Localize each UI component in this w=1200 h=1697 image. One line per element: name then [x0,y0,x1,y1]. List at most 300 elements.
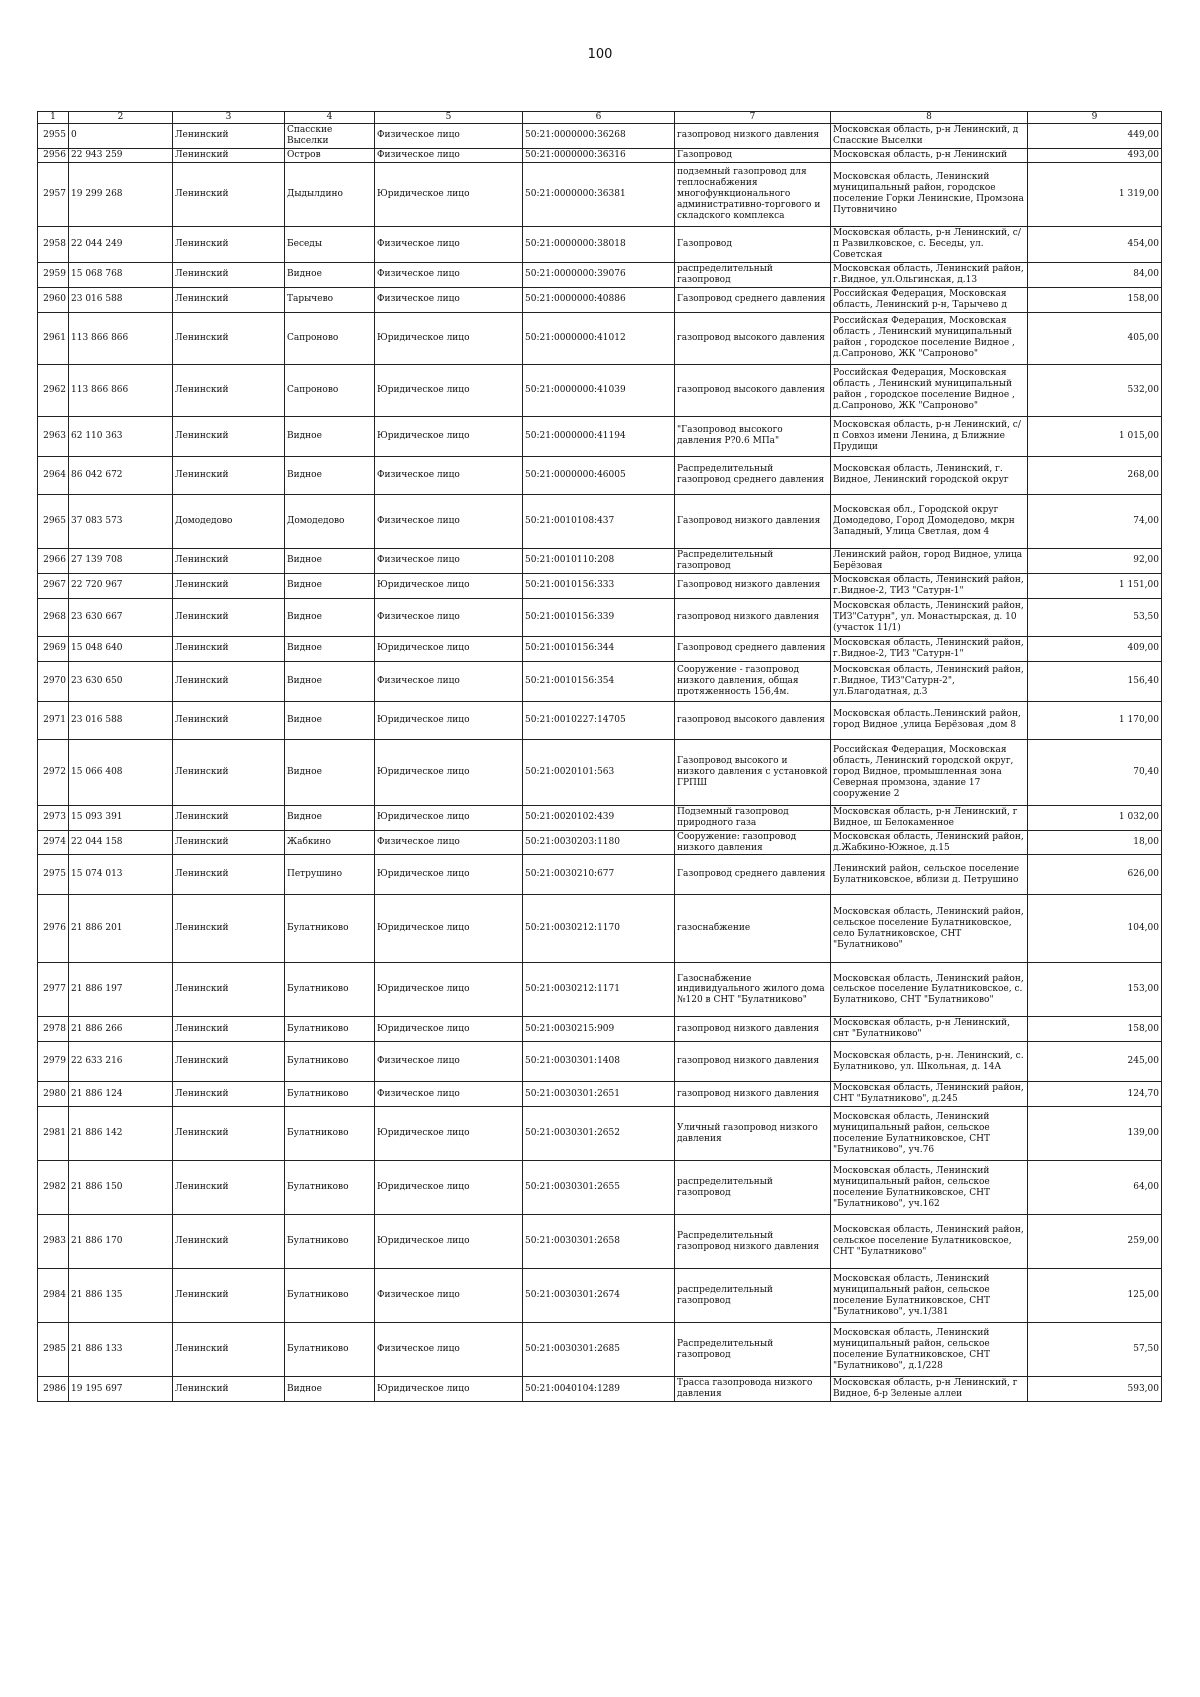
cell-object-number: 113 866 866 [69,364,173,416]
cell-settlement: Жабкино [285,830,375,855]
cell-object-name: Газоснабжение индивидуального жилого дома №120 в СНТ "Булатниково" [675,963,831,1017]
cell-settlement: Булатниково [285,1323,375,1377]
cell-object-name: газоснабжение [675,895,831,963]
cell-cadastral-number: 50:21:0030301:2651 [523,1082,675,1107]
cell-address: Российская Федерация, Московская область , Ленинский муниципальный район , городское поселение Видное , д.Сапроново, ЖК "Сапроново" [831,312,1028,364]
cell-district: Ленинский [173,287,285,312]
cell-row-number: 2958 [38,226,69,262]
cell-district: Ленинский [173,416,285,456]
table-row [38,123,1162,148]
cell-owner-type: Юридическое лицо [375,805,523,830]
cell-address: Московская область.Ленинский район, город Видное ,улица Берёзовая ,дом 8 [831,701,1028,739]
cell-cadastral-number: 50:21:0000000:41039 [523,364,675,416]
table-row [38,1215,1162,1269]
cell-cadastral-number: 50:21:0000000:38018 [523,226,675,262]
cell-address: Московская область, Ленинский, г. Видное, Ленинский городской округ [831,456,1028,494]
cell-object-number: 21 886 133 [69,1323,173,1377]
cell-cadastral-number: 50:21:0010227:14705 [523,701,675,739]
cell-district: Ленинский [173,226,285,262]
cell-owner-type: Физическое лицо [375,456,523,494]
cell-row-number: 2955 [38,123,69,148]
cell-settlement: Спасские Выселки [285,123,375,148]
cell-object-number: 23 016 588 [69,701,173,739]
header-cell: 3 [173,112,285,124]
cell-address: Московская область, Ленинский муниципальный район, городское поселение Горки Ленинские, Промзона Путовничино [831,162,1028,226]
cell-object-number: 27 139 708 [69,548,173,573]
cell-district: Ленинский [173,573,285,598]
cell-owner-type: Физическое лицо [375,1323,523,1377]
header-row [38,112,1162,124]
cell-settlement: Булатниково [285,1107,375,1161]
header-cell: 4 [285,112,375,124]
cell-object-name: Газопровод [675,148,831,162]
cell-district: Ленинский [173,805,285,830]
cell-object-name: Газопровод среднего давления [675,287,831,312]
cell-address: Московская область, Ленинский район, д.Жабкино-Южное, д.15 [831,830,1028,855]
cell-district: Ленинский [173,1269,285,1323]
cell-cadastral-number: 50:21:0000000:40886 [523,287,675,312]
cell-district: Ленинский [173,661,285,701]
cell-owner-type: Физическое лицо [375,661,523,701]
cell-row-number: 2971 [38,701,69,739]
cell-row-number: 2966 [38,548,69,573]
cell-object-name: Распределительный газопровод [675,1323,831,1377]
cell-settlement: Остров [285,148,375,162]
cell-district: Ленинский [173,1107,285,1161]
cell-object-name: "Газопровод высокого давления Р?0.6 МПа" [675,416,831,456]
cell-cadastral-number: 50:21:0020101:563 [523,739,675,805]
cell-object-name: газопровод низкого давления [675,1042,831,1082]
cell-object-number: 22 720 967 [69,573,173,598]
cell-district: Ленинский [173,148,285,162]
cell-row-number: 2965 [38,494,69,548]
header-cell: 8 [831,112,1028,124]
cell-district: Ленинский [173,830,285,855]
cell-row-number: 2973 [38,805,69,830]
cell-cadastral-number: 50:21:0030301:2685 [523,1323,675,1377]
cell-district: Ленинский [173,1377,285,1402]
cell-settlement: Булатниково [285,895,375,963]
cell-address: Московская область, р-н Ленинский, с/п Совхоз имени Ленина, д Ближние Прудищи [831,416,1028,456]
cell-length: 405,00 [1028,312,1162,364]
cell-address: Московская область, р-н Ленинский, с/п Развилковское, с. Беседы, ул. Советская [831,226,1028,262]
cell-settlement: Видное [285,262,375,287]
cell-row-number: 2964 [38,456,69,494]
cell-owner-type: Юридическое лицо [375,364,523,416]
cell-address: Московская область, Ленинский район, ТИЗ"Сатурн", ул. Монастырская, д. 10 (участок 11/1) [831,598,1028,636]
cell-object-name: распределительный газопровод [675,262,831,287]
cell-row-number: 2984 [38,1269,69,1323]
cell-cadastral-number: 50:21:0000000:36381 [523,162,675,226]
cell-object-name: Распределительный газопровод [675,548,831,573]
cell-object-number: 21 886 124 [69,1082,173,1107]
cell-district: Ленинский [173,739,285,805]
header-cell: 5 [375,112,523,124]
cell-row-number: 2983 [38,1215,69,1269]
cell-object-name: газопровод низкого давления [675,1082,831,1107]
cell-row-number: 2975 [38,855,69,895]
cell-owner-type: Юридическое лицо [375,636,523,661]
cell-object-number: 19 195 697 [69,1377,173,1402]
cell-object-name: Уличный газопровод низкого давления [675,1107,831,1161]
cell-address: Московская область, Ленинский муниципальный район, сельское поселение Булатниковское, СНТ "Булатниково", уч.162 [831,1161,1028,1215]
cell-cadastral-number: 50:21:0010156:339 [523,598,675,636]
cell-district: Ленинский [173,1017,285,1042]
table-row [38,312,1162,364]
cell-address: Ленинский район, сельское поселение Булатниковское, вблизи д. Петрушино [831,855,1028,895]
cell-owner-type: Юридическое лицо [375,1161,523,1215]
cell-object-name: газопровод высокого давления [675,364,831,416]
cell-object-number: 19 299 268 [69,162,173,226]
cell-district: Ленинский [173,1082,285,1107]
cell-settlement: Видное [285,661,375,701]
table-body [38,123,1162,1401]
cell-length: 70,40 [1028,739,1162,805]
cell-row-number: 2970 [38,661,69,701]
cell-cadastral-number: 50:21:0010156:333 [523,573,675,598]
cell-address: Московская область, Ленинский район, сельское поселение Булатниковское, село Булатниковское, СНТ "Булатниково" [831,895,1028,963]
cell-settlement: Видное [285,701,375,739]
cell-settlement: Домодедово [285,494,375,548]
table-row [38,287,1162,312]
cell-owner-type: Физическое лицо [375,226,523,262]
cell-object-name: Подземный газопровод природного газа [675,805,831,830]
cell-object-name: Газопровод [675,226,831,262]
cell-owner-type: Юридическое лицо [375,1017,523,1042]
cell-owner-type: Юридическое лицо [375,1215,523,1269]
cell-owner-type: Физическое лицо [375,148,523,162]
cell-address: Российская Федерация, Московская область , Ленинский муниципальный район , городское поселение Видное , д.Сапроново, ЖК "Сапроново" [831,364,1028,416]
cell-owner-type: Физическое лицо [375,830,523,855]
cell-row-number: 2969 [38,636,69,661]
cell-object-name: Трасса газопровода низкого давления [675,1377,831,1402]
cell-object-number: 22 044 158 [69,830,173,855]
cell-district: Ленинский [173,312,285,364]
cell-settlement: Булатниково [285,1017,375,1042]
cell-cadastral-number: 50:21:0030215:909 [523,1017,675,1042]
cell-cadastral-number: 50:21:0030212:1170 [523,895,675,963]
cell-district: Ленинский [173,1215,285,1269]
cell-settlement: Булатниково [285,1042,375,1082]
cell-row-number: 2977 [38,963,69,1017]
cell-district: Ленинский [173,701,285,739]
table-row [38,226,1162,262]
cell-cadastral-number: 50:21:0030301:1408 [523,1042,675,1082]
cell-object-number: 21 886 170 [69,1215,173,1269]
cell-district: Ленинский [173,1042,285,1082]
cell-row-number: 2976 [38,895,69,963]
cell-settlement: Дыдылдино [285,162,375,226]
cell-settlement: Видное [285,573,375,598]
cell-object-name: газопровод низкого давления [675,123,831,148]
cell-address: Московская область, Ленинский муниципальный район, сельское поселение Булатниковское, СНТ "Булатниково", уч.76 [831,1107,1028,1161]
cell-district: Ленинский [173,598,285,636]
cell-row-number: 2963 [38,416,69,456]
cell-district: Ленинский [173,855,285,895]
cell-cadastral-number: 50:21:0010156:344 [523,636,675,661]
cell-row-number: 2962 [38,364,69,416]
cell-length: 1 319,00 [1028,162,1162,226]
cell-length: 74,00 [1028,494,1162,548]
table-row [38,598,1162,636]
cell-settlement: Видное [285,456,375,494]
cell-row-number: 2967 [38,573,69,598]
cell-cadastral-number: 50:21:0000000:39076 [523,262,675,287]
table-row [38,739,1162,805]
cell-settlement: Видное [285,548,375,573]
table-row [38,148,1162,162]
cell-object-name: газопровод высокого давления [675,701,831,739]
cell-object-number: 22 044 249 [69,226,173,262]
table-row [38,262,1162,287]
cell-cadastral-number: 50:21:0000000:36268 [523,123,675,148]
cell-object-number: 21 886 197 [69,963,173,1017]
cell-cadastral-number: 50:21:0040104:1289 [523,1377,675,1402]
cell-owner-type: Физическое лицо [375,1269,523,1323]
cell-address: Московская область, Ленинский муниципальный район, сельское поселение Булатниковское, СНТ "Булатниково", д.1/228 [831,1323,1028,1377]
cell-cadastral-number: 50:21:0020102:439 [523,805,675,830]
cell-object-name: распределительный газопровод [675,1161,831,1215]
table-row [38,416,1162,456]
cell-row-number: 2961 [38,312,69,364]
cell-settlement: Видное [285,636,375,661]
cell-cadastral-number: 50:21:0030301:2655 [523,1161,675,1215]
cell-length: 1 015,00 [1028,416,1162,456]
cell-district: Ленинский [173,548,285,573]
cell-district: Ленинский [173,364,285,416]
cell-address: Московская область, р-н Ленинский, снт "Булатниково" [831,1017,1028,1042]
cell-length: 158,00 [1028,287,1162,312]
cell-object-name: Газопровод среднего давления [675,855,831,895]
cell-length: 18,00 [1028,830,1162,855]
table-row [38,855,1162,895]
cell-owner-type: Физическое лицо [375,598,523,636]
cell-owner-type: Юридическое лицо [375,1107,523,1161]
cell-district: Ленинский [173,123,285,148]
cell-owner-type: Юридическое лицо [375,416,523,456]
cell-row-number: 2968 [38,598,69,636]
cell-length: 245,00 [1028,1042,1162,1082]
cell-object-number: 15 048 640 [69,636,173,661]
cell-object-name: Сооружение - газопровод низкого давления, общая протяженность 156,4м. [675,661,831,701]
cell-cadastral-number: 50:21:0000000:41012 [523,312,675,364]
table-row [38,701,1162,739]
cell-address: Московская область, р-н Ленинский [831,148,1028,162]
cell-settlement: Булатниково [285,1269,375,1323]
cell-cadastral-number: 50:21:0000000:36316 [523,148,675,162]
cell-length: 125,00 [1028,1269,1162,1323]
cell-settlement: Видное [285,416,375,456]
cell-owner-type: Физическое лицо [375,1082,523,1107]
cell-length: 57,50 [1028,1323,1162,1377]
table-row [38,1161,1162,1215]
table-row [38,963,1162,1017]
cell-address: Московская обл., Городской округ Домодедово, Город Домодедово, мкрн Западный, Улица Светлая, дом 4 [831,494,1028,548]
cell-owner-type: Юридическое лицо [375,1377,523,1402]
cell-district: Ленинский [173,1323,285,1377]
cell-cadastral-number: 50:21:0000000:41194 [523,416,675,456]
cell-district: Ленинский [173,262,285,287]
cell-object-number: 15 068 768 [69,262,173,287]
cell-address: Российская Федерация, Московская область, Ленинский городской округ, город Видное, промышленная зона Северная промзона, здание 17 сооружение 2 [831,739,1028,805]
table-row [38,805,1162,830]
header-cell: 6 [523,112,675,124]
cell-address: Московская область, Ленинский район, СНТ "Булатниково", д.245 [831,1082,1028,1107]
cell-address: Ленинский район, город Видное, улица Берёзовая [831,548,1028,573]
cell-object-number: 62 110 363 [69,416,173,456]
header-cell: 1 [38,112,69,124]
table-row [38,830,1162,855]
cell-address: Московская область, Ленинский район, г.Видное, ул.Ольгинская, д.13 [831,262,1028,287]
cell-district: Домодедово [173,494,285,548]
cell-length: 104,00 [1028,895,1162,963]
cell-object-name: подземный газопровод для теплоснабжения многофункционального административно-торгового и складского комплекса [675,162,831,226]
cell-address: Московская область, Ленинский район, г.Видное-2, ТИЗ "Сатурн-1" [831,636,1028,661]
cell-object-name: Газопровод высокого и низкого давления с установкой ГРПШ [675,739,831,805]
cell-object-name: Газопровод среднего давления [675,636,831,661]
cell-cadastral-number: 50:21:0010110:208 [523,548,675,573]
cell-address: Московская область, Ленинский муниципальный район, сельское поселение Булатниковское, СНТ "Булатниково", уч.1/381 [831,1269,1028,1323]
cell-length: 1 170,00 [1028,701,1162,739]
cell-length: 454,00 [1028,226,1162,262]
cell-district: Ленинский [173,963,285,1017]
cell-district: Ленинский [173,456,285,494]
cell-length: 92,00 [1028,548,1162,573]
cell-object-number: 22 943 259 [69,148,173,162]
cell-owner-type: Юридическое лицо [375,573,523,598]
cell-object-name: распределительный газопровод [675,1269,831,1323]
header-cell: 7 [675,112,831,124]
cell-owner-type: Юридическое лицо [375,162,523,226]
cell-object-number: 21 886 135 [69,1269,173,1323]
cell-owner-type: Юридическое лицо [375,701,523,739]
cell-length: 158,00 [1028,1017,1162,1042]
table-header [38,112,1162,124]
page-number: 100 [587,47,613,62]
cell-length: 532,00 [1028,364,1162,416]
cell-object-name: газопровод низкого давления [675,1017,831,1042]
cell-district: Ленинский [173,1161,285,1215]
cell-cadastral-number: 50:21:0030212:1171 [523,963,675,1017]
cell-settlement: Сапроново [285,312,375,364]
cell-object-number: 86 042 672 [69,456,173,494]
cell-length: 1 032,00 [1028,805,1162,830]
cell-owner-type: Юридическое лицо [375,855,523,895]
cell-address: Московская область, Ленинский район, г.Видное-2, ТИЗ "Сатурн-1" [831,573,1028,598]
table-row [38,494,1162,548]
cell-object-number: 15 074 013 [69,855,173,895]
table-row [38,1323,1162,1377]
cell-owner-type: Физическое лицо [375,494,523,548]
cell-owner-type: Физическое лицо [375,287,523,312]
cell-row-number: 2972 [38,739,69,805]
table-row [38,1017,1162,1042]
cell-district: Ленинский [173,162,285,226]
cell-object-number: 21 886 150 [69,1161,173,1215]
table-row [38,636,1162,661]
cell-length: 449,00 [1028,123,1162,148]
cell-settlement: Булатниково [285,1215,375,1269]
cell-object-number: 15 093 391 [69,805,173,830]
cell-length: 268,00 [1028,456,1162,494]
cell-object-number: 15 066 408 [69,739,173,805]
table-row [38,1269,1162,1323]
cell-object-number: 0 [69,123,173,148]
cell-length: 153,00 [1028,963,1162,1017]
cell-object-number: 23 630 667 [69,598,173,636]
cell-owner-type: Юридическое лицо [375,895,523,963]
cell-owner-type: Юридическое лицо [375,963,523,1017]
cell-row-number: 2981 [38,1107,69,1161]
cell-row-number: 2982 [38,1161,69,1215]
cell-settlement: Видное [285,598,375,636]
cell-length: 1 151,00 [1028,573,1162,598]
cell-owner-type: Юридическое лицо [375,312,523,364]
table-row [38,573,1162,598]
cell-address: Российская Федерация, Московская область, Ленинский р-н, Тарычево д [831,287,1028,312]
cell-object-number: 37 083 573 [69,494,173,548]
cell-object-name: Газопровод низкого давления [675,573,831,598]
cell-settlement: Тарычево [285,287,375,312]
cell-district: Ленинский [173,636,285,661]
cell-length: 626,00 [1028,855,1162,895]
cell-object-number: 23 630 650 [69,661,173,701]
cell-owner-type: Физическое лицо [375,262,523,287]
header-cell: 2 [69,112,173,124]
cell-settlement: Сапроново [285,364,375,416]
cell-length: 139,00 [1028,1107,1162,1161]
cell-length: 156,40 [1028,661,1162,701]
cell-address: Московская область, Ленинский район, сельское поселение Булатниковское, СНТ "Булатниково" [831,1215,1028,1269]
cell-row-number: 2974 [38,830,69,855]
table-row [38,364,1162,416]
cell-length: 259,00 [1028,1215,1162,1269]
cell-length: 493,00 [1028,148,1162,162]
cell-row-number: 2985 [38,1323,69,1377]
cell-owner-type: Физическое лицо [375,123,523,148]
cell-cadastral-number: 50:21:0030301:2652 [523,1107,675,1161]
cell-object-name: Распределительный газопровод среднего давления [675,456,831,494]
cell-settlement: Видное [285,805,375,830]
cell-object-name: газопровод высокого давления [675,312,831,364]
cell-address: Московская область, Ленинский район, г.Видное, ТИЗ"Сатурн-2", ул.Благодатная, д.3 [831,661,1028,701]
cell-row-number: 2978 [38,1017,69,1042]
table-row [38,661,1162,701]
cell-owner-type: Юридическое лицо [375,739,523,805]
cell-object-number: 113 866 866 [69,312,173,364]
cell-owner-type: Физическое лицо [375,1042,523,1082]
cell-row-number: 2956 [38,148,69,162]
cell-settlement: Видное [285,1377,375,1402]
cell-address: Московская область, Ленинский район, сельское поселение Булатниковское, с. Булатниково, СНТ "Булатниково" [831,963,1028,1017]
cell-settlement: Булатниково [285,1082,375,1107]
cell-row-number: 2979 [38,1042,69,1082]
cell-length: 124,70 [1028,1082,1162,1107]
cell-row-number: 2986 [38,1377,69,1402]
cell-cadastral-number: 50:21:0030203:1180 [523,830,675,855]
table-row [38,1082,1162,1107]
cell-length: 53,50 [1028,598,1162,636]
table-row [38,162,1162,226]
cell-object-name: Распределительный газопровод низкого давления [675,1215,831,1269]
table-row [38,548,1162,573]
cell-length: 593,00 [1028,1377,1162,1402]
registry-table [37,111,1162,1402]
cell-address: Московская область, р-н Ленинский, д Спасские Выселки [831,123,1028,148]
cell-object-number: 22 633 216 [69,1042,173,1082]
cell-settlement: Петрушино [285,855,375,895]
cell-settlement: Видное [285,739,375,805]
